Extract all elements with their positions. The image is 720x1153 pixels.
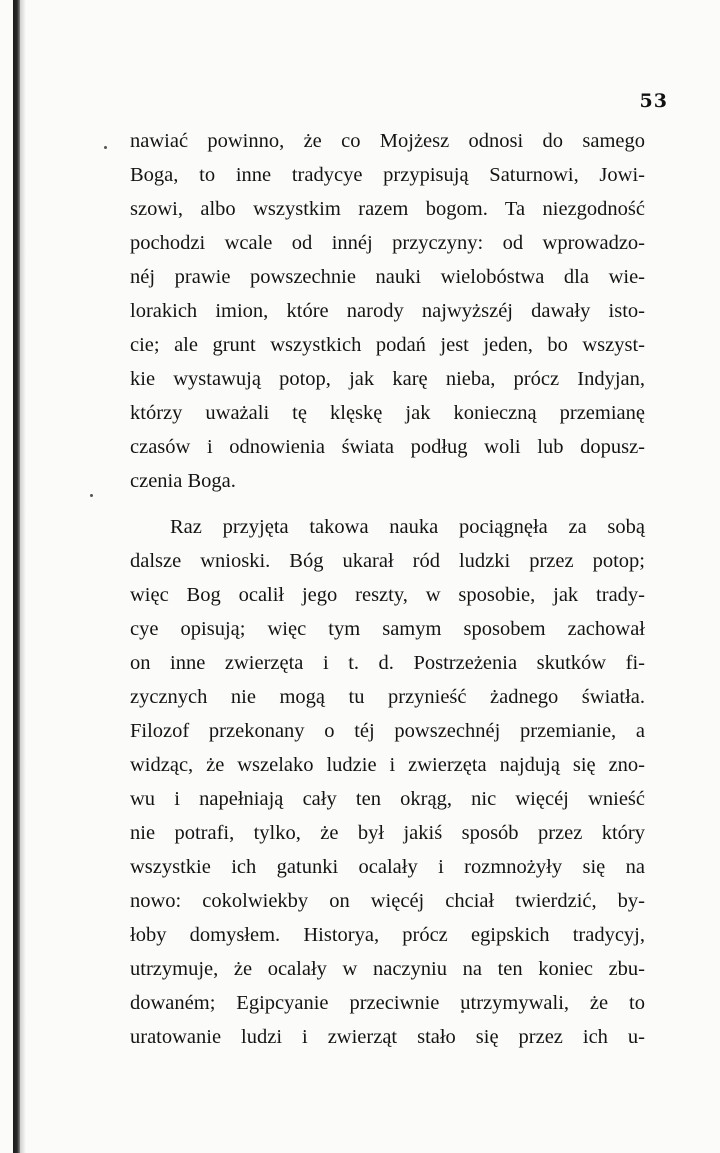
text-line: nie potrafi, tylko, że był jakiś sposób przez który	[130, 822, 645, 844]
text-line: wu i napełniają cały ten okrąg, nic więcéj wnieść	[130, 788, 645, 810]
text-line: wszystkie ich gatunki ocalały i rozmnożyły się na	[130, 856, 645, 878]
paper-speck	[90, 494, 93, 497]
text-line: łoby domysłem. Historya, prócz egipskich tradycyj,	[130, 924, 645, 946]
paragraph	[130, 124, 645, 498]
text-line: widząc, że wszelako ludzie i zwierzęta najdują się zno-	[130, 754, 645, 776]
text-line: więc Bog ocalił jego reszty, w sposobie, jak trady-	[130, 584, 645, 606]
text-line: utrzymuje, że ocalały w naczyniu na ten koniec zbu-	[130, 958, 645, 980]
paragraph	[130, 510, 645, 1054]
text-line: nawiać powinno, że co Mojżesz odnosi do samego	[130, 130, 645, 152]
text-line: dalsze wnioski. Bóg ukarał ród ludzki przez potop;	[130, 550, 645, 572]
text-line: nowo: cokolwiekby on więcéj chciał twierdzić, by-	[130, 890, 645, 912]
text-line: dowaném; Egipcyanie przeciwnie utrzymywali, że to	[130, 992, 645, 1014]
text-line: zycznych nie mogą tu przynieść żadnego światła.	[130, 686, 645, 708]
text-line: pochodzi wcale od innéj przyczyny: od wprowadzo-	[130, 232, 645, 254]
gutter-shadow	[20, 0, 26, 1153]
text-line: Boga, to inne tradycye przypisują Saturnowi, Jowi-	[130, 164, 645, 186]
text-line: szowi, albo wszystkim razem bogom. Ta niezgodność	[130, 198, 645, 220]
text-line: uratowanie ludzi i zwierząt stało się przez ich u-	[130, 1026, 645, 1048]
text-line: którzy uważali tę klęskę jak konieczną przemianę	[130, 402, 645, 424]
page-gutter	[13, 0, 20, 1153]
paper-speck	[104, 146, 107, 149]
text-line: cie; ale grunt wszystkich podań jest jeden, bo wszyst-	[130, 334, 645, 356]
text-line: lorakich imion, które narody najwyższéj dawały isto-	[130, 300, 645, 322]
text-line: néj prawie powszechnie nauki wielobóstwa dla wie-	[130, 266, 645, 288]
body-text	[130, 124, 645, 1054]
text-line: Filozof przekonany o téj powszechnéj przemianie, a	[130, 720, 645, 742]
page-number: 53	[639, 90, 668, 112]
text-line: czenia Boga.	[130, 470, 236, 492]
text-line: cye opisują; więc tym samym sposobem zachował	[130, 618, 645, 640]
text-line: Raz przyjęta takowa nauka pociągnęła za sobą	[170, 516, 645, 538]
text-line: kie wystawują potop, jak karę nieba, prócz Indyjan,	[130, 368, 645, 390]
text-line: on inne zwierzęta i t. d. Postrzeżenia skutków fi-	[130, 652, 645, 674]
text-line: czasów i odnowienia świata podług woli lub dopusz-	[130, 436, 645, 458]
